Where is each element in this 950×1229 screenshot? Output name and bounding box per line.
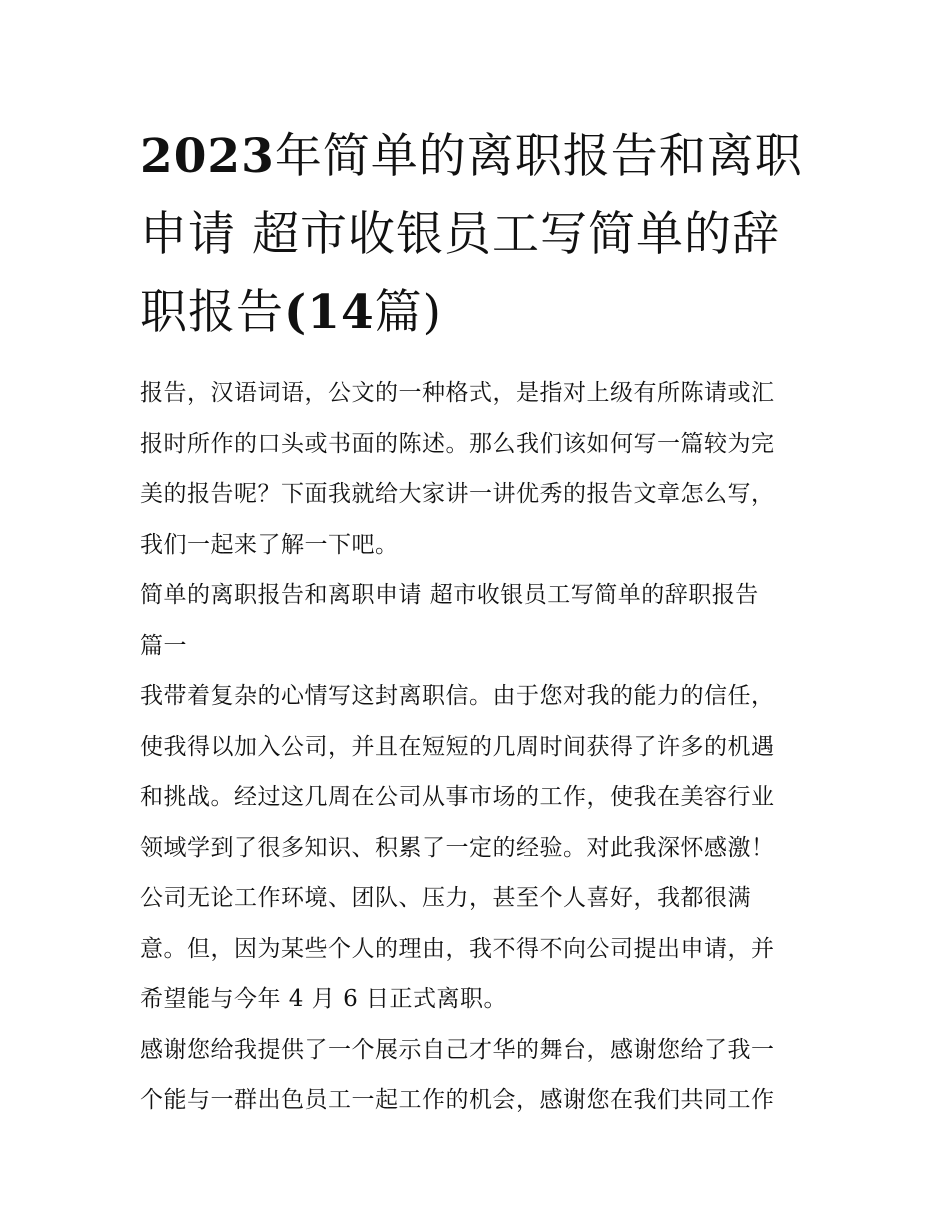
- title-line-2: [140, 196, 815, 274]
- intro-paragraph: [140, 368, 815, 570]
- body-paragraph: [140, 671, 815, 1025]
- paragraph-line: 报告，汉语词语，公文的一种格式，是指对上级有所陈请或汇: [140, 380, 775, 406]
- title-line-1: [140, 118, 815, 196]
- paragraph-line: 个能与一群出色员工一起工作的机会，感谢您在我们共同工作: [140, 1087, 775, 1113]
- paragraph-line: 公司无论工作环境、团队、压力，甚至个人喜好，我都很满: [140, 885, 751, 911]
- paragraph-line: 报时所作的口头或书面的陈述。那么我们该如何写一篇较为完: [140, 430, 775, 457]
- paragraph-line: 和挑战。经过这几周在公司从事市场的工作，使我在美容行业: [140, 784, 775, 810]
- paragraph-line: 我带着复杂的心情写这封离职信。由于您对我的能力的信任，: [140, 683, 775, 709]
- title-text: 职报告: [140, 285, 284, 340]
- title-text: 篇): [374, 285, 442, 340]
- title-count: (14: [284, 285, 375, 340]
- paragraph-line: 意。但，因为某些个人的理由，我不得不向公司提出申请，并: [140, 935, 775, 962]
- body-paragraph: [140, 1025, 815, 1126]
- paragraph-line: 我们一起来了解一下吧。: [140, 531, 399, 558]
- document-body: [140, 118, 815, 1126]
- paragraph-line: 使我得以加入公司，并且在短短的几周时间获得了许多的机遇: [140, 733, 775, 760]
- title-text: 年简单的离职报告和离职: [274, 129, 803, 184]
- document-title: [140, 118, 815, 352]
- paragraph-line: 领域学到了很多知识、积累了一定的经验。对此我深怀感激！: [140, 834, 775, 861]
- paragraph-line: 希望能与今年 4 月 6 日正式离职。: [140, 986, 508, 1012]
- paragraph-line: 美的报告呢？下面我就给大家讲一讲优秀的报告文章怎么写，: [140, 481, 775, 507]
- title-line-3: [140, 274, 815, 352]
- section-heading-line: 简单的离职报告和离职申请 超市收银员工写简单的辞职报告: [140, 582, 759, 608]
- paragraph-line: 感谢您给我提供了一个展示自己才华的舞台，感谢您给了我一: [140, 1036, 775, 1063]
- title-text: 申请 超市收银员工写简单的辞: [140, 207, 780, 262]
- section-heading-line: 篇一: [140, 632, 187, 659]
- title-year: 2023: [140, 129, 275, 184]
- section-heading: [140, 570, 815, 671]
